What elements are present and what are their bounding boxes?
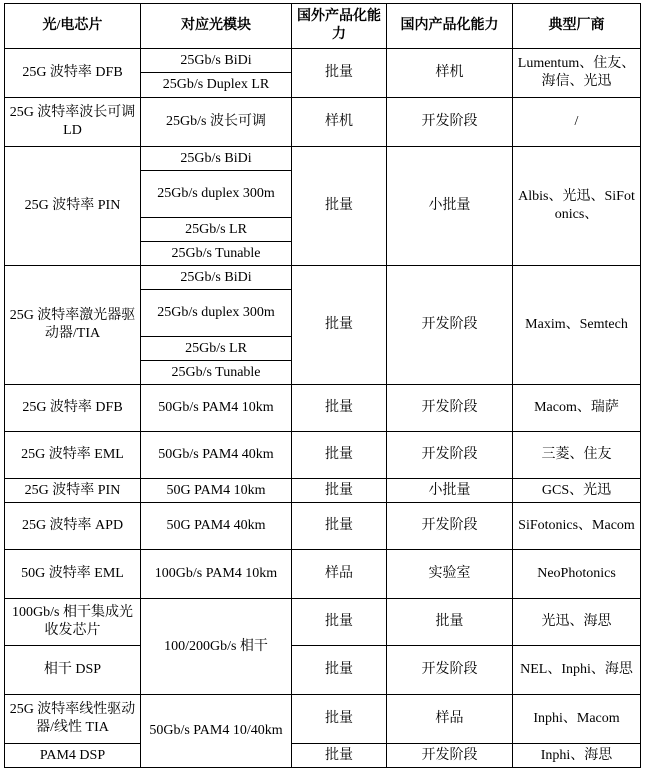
module-cell: 50G PAM4 10km (141, 479, 292, 503)
domestic-cell: 开发阶段 (387, 744, 513, 768)
domestic-cell: 小批量 (387, 479, 513, 503)
foreign-cell: 批量 (292, 266, 387, 385)
foreign-cell: 批量 (292, 479, 387, 503)
domestic-cell: 开发阶段 (387, 503, 513, 550)
product-capability-table (4, 3, 641, 768)
table-row (5, 49, 641, 73)
module-cell: 100/200Gb/s 相干 (141, 599, 292, 695)
module-cell: 100Gb/s PAM4 10km (141, 550, 292, 599)
module-cell: 25Gb/s Duplex LR (141, 73, 292, 98)
table-row (5, 646, 641, 695)
domestic-cell: 开发阶段 (387, 385, 513, 432)
vendors-cell: Macom、瑞萨 (513, 385, 641, 432)
chip-cell: 50G 波特率 EML (5, 550, 141, 599)
chip-cell: 25G 波特率 APD (5, 503, 141, 550)
table-row (5, 550, 641, 599)
vendors-cell: Lumentum、住友、海信、光迅 (513, 49, 641, 98)
foreign-cell: 批量 (292, 432, 387, 479)
header-vendors: 典型厂商 (513, 4, 641, 49)
module-cell: 25Gb/s BiDi (141, 147, 292, 171)
vendors-cell: NeoPhotonics (513, 550, 641, 599)
chip-cell: 25G 波特率波长可调 LD (5, 98, 141, 147)
module-cell: 50Gb/s PAM4 40km (141, 432, 292, 479)
table-row (5, 432, 641, 479)
table-row (5, 479, 641, 503)
module-cell: 25Gb/s LR (141, 337, 292, 361)
vendors-cell: 三菱、住友 (513, 432, 641, 479)
table-header-row (5, 4, 641, 49)
chip-cell: 25G 波特率激光器驱动器/TIA (5, 266, 141, 385)
module-cell: 25Gb/s Tunable (141, 242, 292, 266)
domestic-cell: 开发阶段 (387, 266, 513, 385)
vendors-cell: / (513, 98, 641, 147)
module-cell: 25Gb/s LR (141, 218, 292, 242)
foreign-cell: 批量 (292, 147, 387, 266)
chip-cell: 25G 波特率 DFB (5, 49, 141, 98)
chip-cell: 100Gb/s 相干集成光收发芯片 (5, 599, 141, 646)
module-cell: 25Gb/s duplex 300m (141, 171, 292, 218)
chip-cell: 25G 波特率 EML (5, 432, 141, 479)
table-row (5, 385, 641, 432)
chip-cell: 相干 DSP (5, 646, 141, 695)
table-row (5, 744, 641, 768)
foreign-cell: 批量 (292, 695, 387, 744)
chip-cell: 25G 波特率 PIN (5, 479, 141, 503)
header-chip: 光/电芯片 (5, 4, 141, 49)
table-row (5, 599, 641, 646)
vendors-cell: 光迅、海思 (513, 599, 641, 646)
vendors-cell: Albis、光迅、SiFotonics、 (513, 147, 641, 266)
module-cell: 25Gb/s BiDi (141, 49, 292, 73)
table-row (5, 266, 641, 290)
domestic-cell: 开发阶段 (387, 432, 513, 479)
vendors-cell: Maxim、Semtech (513, 266, 641, 385)
chip-cell: 25G 波特率 DFB (5, 385, 141, 432)
foreign-cell: 样品 (292, 550, 387, 599)
chip-cell: PAM4 DSP (5, 744, 141, 768)
module-cell: 50Gb/s PAM4 10/40km (141, 695, 292, 768)
header-module: 对应光模块 (141, 4, 292, 49)
table-row (5, 147, 641, 171)
foreign-cell: 批量 (292, 503, 387, 550)
vendors-cell: SiFotonics、Macom (513, 503, 641, 550)
vendors-cell: Inphi、Macom (513, 695, 641, 744)
module-cell: 25Gb/s 波长可调 (141, 98, 292, 147)
vendors-cell: Inphi、海思 (513, 744, 641, 768)
domestic-cell: 开发阶段 (387, 98, 513, 147)
domestic-cell: 批量 (387, 599, 513, 646)
domestic-cell: 样机 (387, 49, 513, 98)
foreign-cell: 批量 (292, 646, 387, 695)
module-cell: 25Gb/s Tunable (141, 361, 292, 385)
foreign-cell: 样机 (292, 98, 387, 147)
module-cell: 50Gb/s PAM4 10km (141, 385, 292, 432)
vendors-cell: GCS、光迅 (513, 479, 641, 503)
module-cell: 50G PAM4 40km (141, 503, 292, 550)
table-row (5, 695, 641, 744)
domestic-cell: 开发阶段 (387, 646, 513, 695)
domestic-cell: 实验室 (387, 550, 513, 599)
domestic-cell: 样品 (387, 695, 513, 744)
foreign-cell: 批量 (292, 49, 387, 98)
foreign-cell: 批量 (292, 599, 387, 646)
module-cell: 25Gb/s BiDi (141, 266, 292, 290)
foreign-cell: 批量 (292, 385, 387, 432)
vendors-cell: NEL、Inphi、海思 (513, 646, 641, 695)
chip-cell: 25G 波特率 PIN (5, 147, 141, 266)
header-domestic: 国内产品化能力 (387, 4, 513, 49)
table-row (5, 503, 641, 550)
foreign-cell: 批量 (292, 744, 387, 768)
header-foreign: 国外产品化能力 (292, 4, 387, 49)
table-row (5, 98, 641, 147)
domestic-cell: 小批量 (387, 147, 513, 266)
module-cell: 25Gb/s duplex 300m (141, 290, 292, 337)
chip-cell: 25G 波特率线性驱动器/线性 TIA (5, 695, 141, 744)
